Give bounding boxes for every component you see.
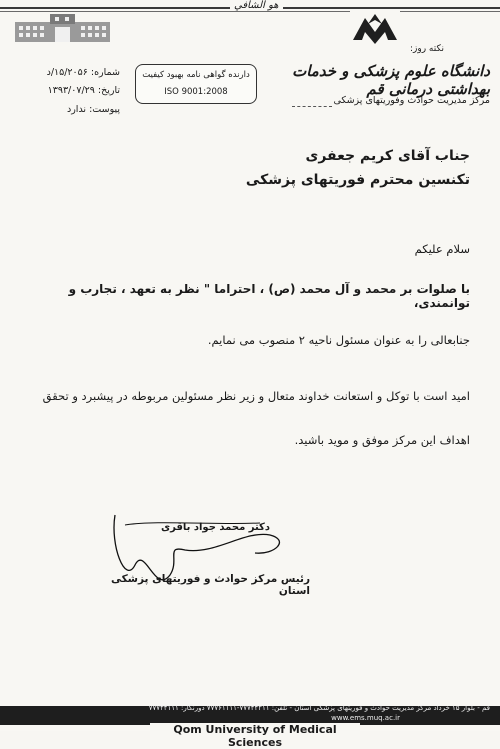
center-title: مرکز مدیریت حوادث وفوریتهای پزشکی	[333, 95, 490, 106]
letter-date: تاریخ: ۱۳۹۳/۰۷/۲۹	[47, 85, 120, 96]
iso-certification-box	[135, 64, 257, 104]
body-line-2: جنابعالی را به عنوان مسئول ناحیه ۲ منصوب می نمایم.	[207, 333, 470, 347]
body-line-3: امید است با توکل و استعانت خداوند متعال و زیر نظر مسئولین مربوطه در پیشبرد و تحقق	[42, 389, 470, 403]
letter-attachment: پیوست: ندارد	[66, 104, 120, 115]
addressee-title: تکنسین محترم فوریتهای پزشکی	[245, 172, 470, 188]
university-title: دانشگاه علوم پزشکی و خدمات بهداشتی درمانی قم	[292, 62, 490, 98]
body-line-1: با صلوات بر محمد و آل محمد (ص) ، احتراما " نظر به تعهد ، تجارب و توانمندی،	[68, 282, 470, 310]
university-emblem-icon	[350, 10, 400, 48]
note-of-day-label: نکته روز:	[410, 44, 444, 54]
letter-number: شماره: ۱۵/۲۰۵۶/د	[46, 67, 120, 78]
greeting: سلام علیکم	[414, 242, 470, 256]
footer-website: www.ems.muq.ac.ir	[331, 714, 400, 722]
signer-title: رئیس مرکز حوادث و فوریتهای پزشکی استان	[110, 573, 310, 597]
signer-name: دکتر محمد جواد باقری	[160, 522, 270, 533]
iso-standard: ISO 9001:2008	[164, 87, 228, 97]
body-line-4: اهداف این مرکز موفق و موید باشید.	[294, 433, 470, 447]
header-rule-thin	[0, 11, 500, 12]
addressee-name: جناب آقای کریم جعفری	[305, 148, 470, 164]
header-band-label: هو الشافي	[230, 0, 283, 11]
footer-address: قم - بلوار ۱۵ خرداد مرکز مدیریت حوادث و فوریتهای پزشکی استان - تلفن: ۷۷۷۴۴۲۱۱-۷۷۷۶۱۱۱۱ دورنگار: ۷۷۷۴۴۱۱۱	[148, 704, 490, 712]
title-rule	[292, 106, 332, 108]
building-icon	[15, 14, 110, 42]
footer-english-name: Qom University of Medical Sciences	[150, 723, 360, 749]
iso-caption: دارنده گواهی نامه بهبود کیفیت	[142, 70, 250, 80]
